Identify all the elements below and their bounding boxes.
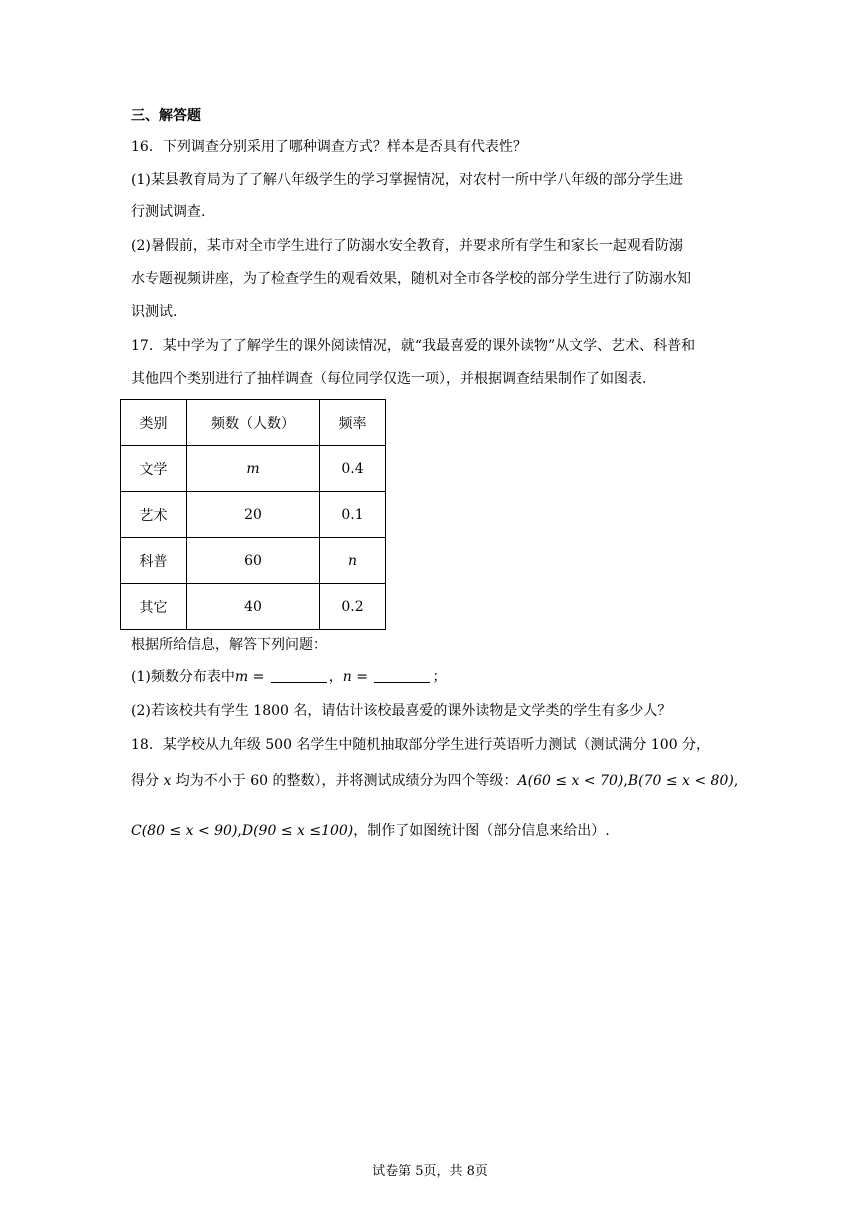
q18-line2-a: 得分 bbox=[131, 773, 164, 789]
q16-part2-line1: (2)暑假前，某市对全市学生进行了防溺水安全教育，并要求所有学生和家长一起观看防溺 bbox=[131, 238, 683, 254]
table-header-cell: 类别 bbox=[121, 400, 187, 446]
comma: , bbox=[237, 823, 242, 839]
frequency-table bbox=[120, 399, 386, 630]
q16-part1-line2: 行测试调查. bbox=[131, 204, 206, 220]
table-cell: n bbox=[320, 538, 386, 584]
q17-stem-line2: 其他四个类别进行了抽样调查（每位同学仅选一项），并根据调查结果制作了如图表. bbox=[131, 371, 647, 387]
q16-part1-line1: (1)某县教育局为了了解八年级学生的学习掌握情况，对农村一所中学八年级的部分学生进 bbox=[131, 172, 683, 188]
separator: ， bbox=[328, 669, 343, 685]
answer-blank-m[interactable] bbox=[271, 668, 327, 683]
q18-line2-b: 均为不小于 60 的整数），并将测试成绩分为四个等级： bbox=[171, 773, 518, 789]
section-title: 三、解答题 bbox=[131, 108, 201, 124]
table-cell: 艺术 bbox=[121, 492, 187, 538]
q16-part2-line3: 识测试. bbox=[131, 304, 178, 320]
grade-b-range: B(70 ≤ x < 80) bbox=[627, 773, 734, 789]
comma: , bbox=[733, 773, 739, 789]
q17-stem-line1: 17．某中学为了了解学生的课外阅读情况，就“我最喜爱的课外读物”从文学、艺术、科普和 bbox=[131, 338, 696, 354]
table-header-cell: 频率 bbox=[320, 400, 386, 446]
q17-sub1 bbox=[131, 668, 446, 686]
q17-sub2: (2)若该校共有学生 1800 名，请估计该校最喜爱的课外读物是文学类的学生有多少人？ bbox=[131, 703, 672, 719]
q17-sub1-prefix: (1)频数分布表中 bbox=[131, 669, 235, 685]
q16-part2-line2: 水专题视频讲座，为了检查学生的观看效果，随机对全市各学校的部分学生进行了防溺水知 bbox=[131, 271, 691, 287]
table-header-row bbox=[121, 400, 386, 446]
grade-a-range: A(60 ≤ x < 70) bbox=[517, 773, 624, 789]
table-header-cell: 频数（人数） bbox=[187, 400, 320, 446]
table-cell: 0.2 bbox=[320, 584, 386, 630]
table-row bbox=[121, 446, 386, 492]
var-n: n bbox=[342, 669, 352, 685]
grade-d-range: D(90 ≤ x ≤100) bbox=[241, 823, 354, 839]
grade-c-range: C(80 ≤ x < 90) bbox=[131, 823, 238, 839]
q17-after-table: 根据所给信息，解答下列问题： bbox=[131, 637, 327, 653]
table-cell: m bbox=[187, 446, 320, 492]
table-row bbox=[121, 538, 386, 584]
table-cell: 60 bbox=[187, 538, 320, 584]
table-row bbox=[121, 584, 386, 630]
table-cell: 0.1 bbox=[320, 492, 386, 538]
answer-blank-n[interactable] bbox=[374, 668, 430, 683]
table-cell: 20 bbox=[187, 492, 320, 538]
equals-sign: = bbox=[351, 669, 373, 685]
table-cell: 其它 bbox=[121, 584, 187, 630]
var-x: x bbox=[163, 773, 172, 789]
equals-sign: = bbox=[248, 669, 269, 685]
q18-line3-tail: ，制作了如图统计图（部分信息来给出）. bbox=[353, 823, 610, 839]
comma: , bbox=[623, 773, 628, 789]
page-footer: 试卷第 5页，共 8页 bbox=[372, 1164, 488, 1179]
q18-line3 bbox=[131, 822, 610, 840]
table-cell: 0.4 bbox=[320, 446, 386, 492]
table-cell: 40 bbox=[187, 584, 320, 630]
q18-line2 bbox=[131, 772, 738, 790]
var-m: m bbox=[234, 669, 249, 685]
end-mark: ； bbox=[432, 669, 447, 685]
table-row bbox=[121, 492, 386, 538]
q16-stem: 16．下列调查分别采用了哪种调查方式？样本是否具有代表性？ bbox=[131, 139, 527, 155]
table-cell: 文学 bbox=[121, 446, 187, 492]
table-cell: 科普 bbox=[121, 538, 187, 584]
q18-line1: 18．某学校从九年级 500 名学生中随机抽取部分学生进行英语听力测试（测试满分 100 分， bbox=[131, 737, 711, 753]
